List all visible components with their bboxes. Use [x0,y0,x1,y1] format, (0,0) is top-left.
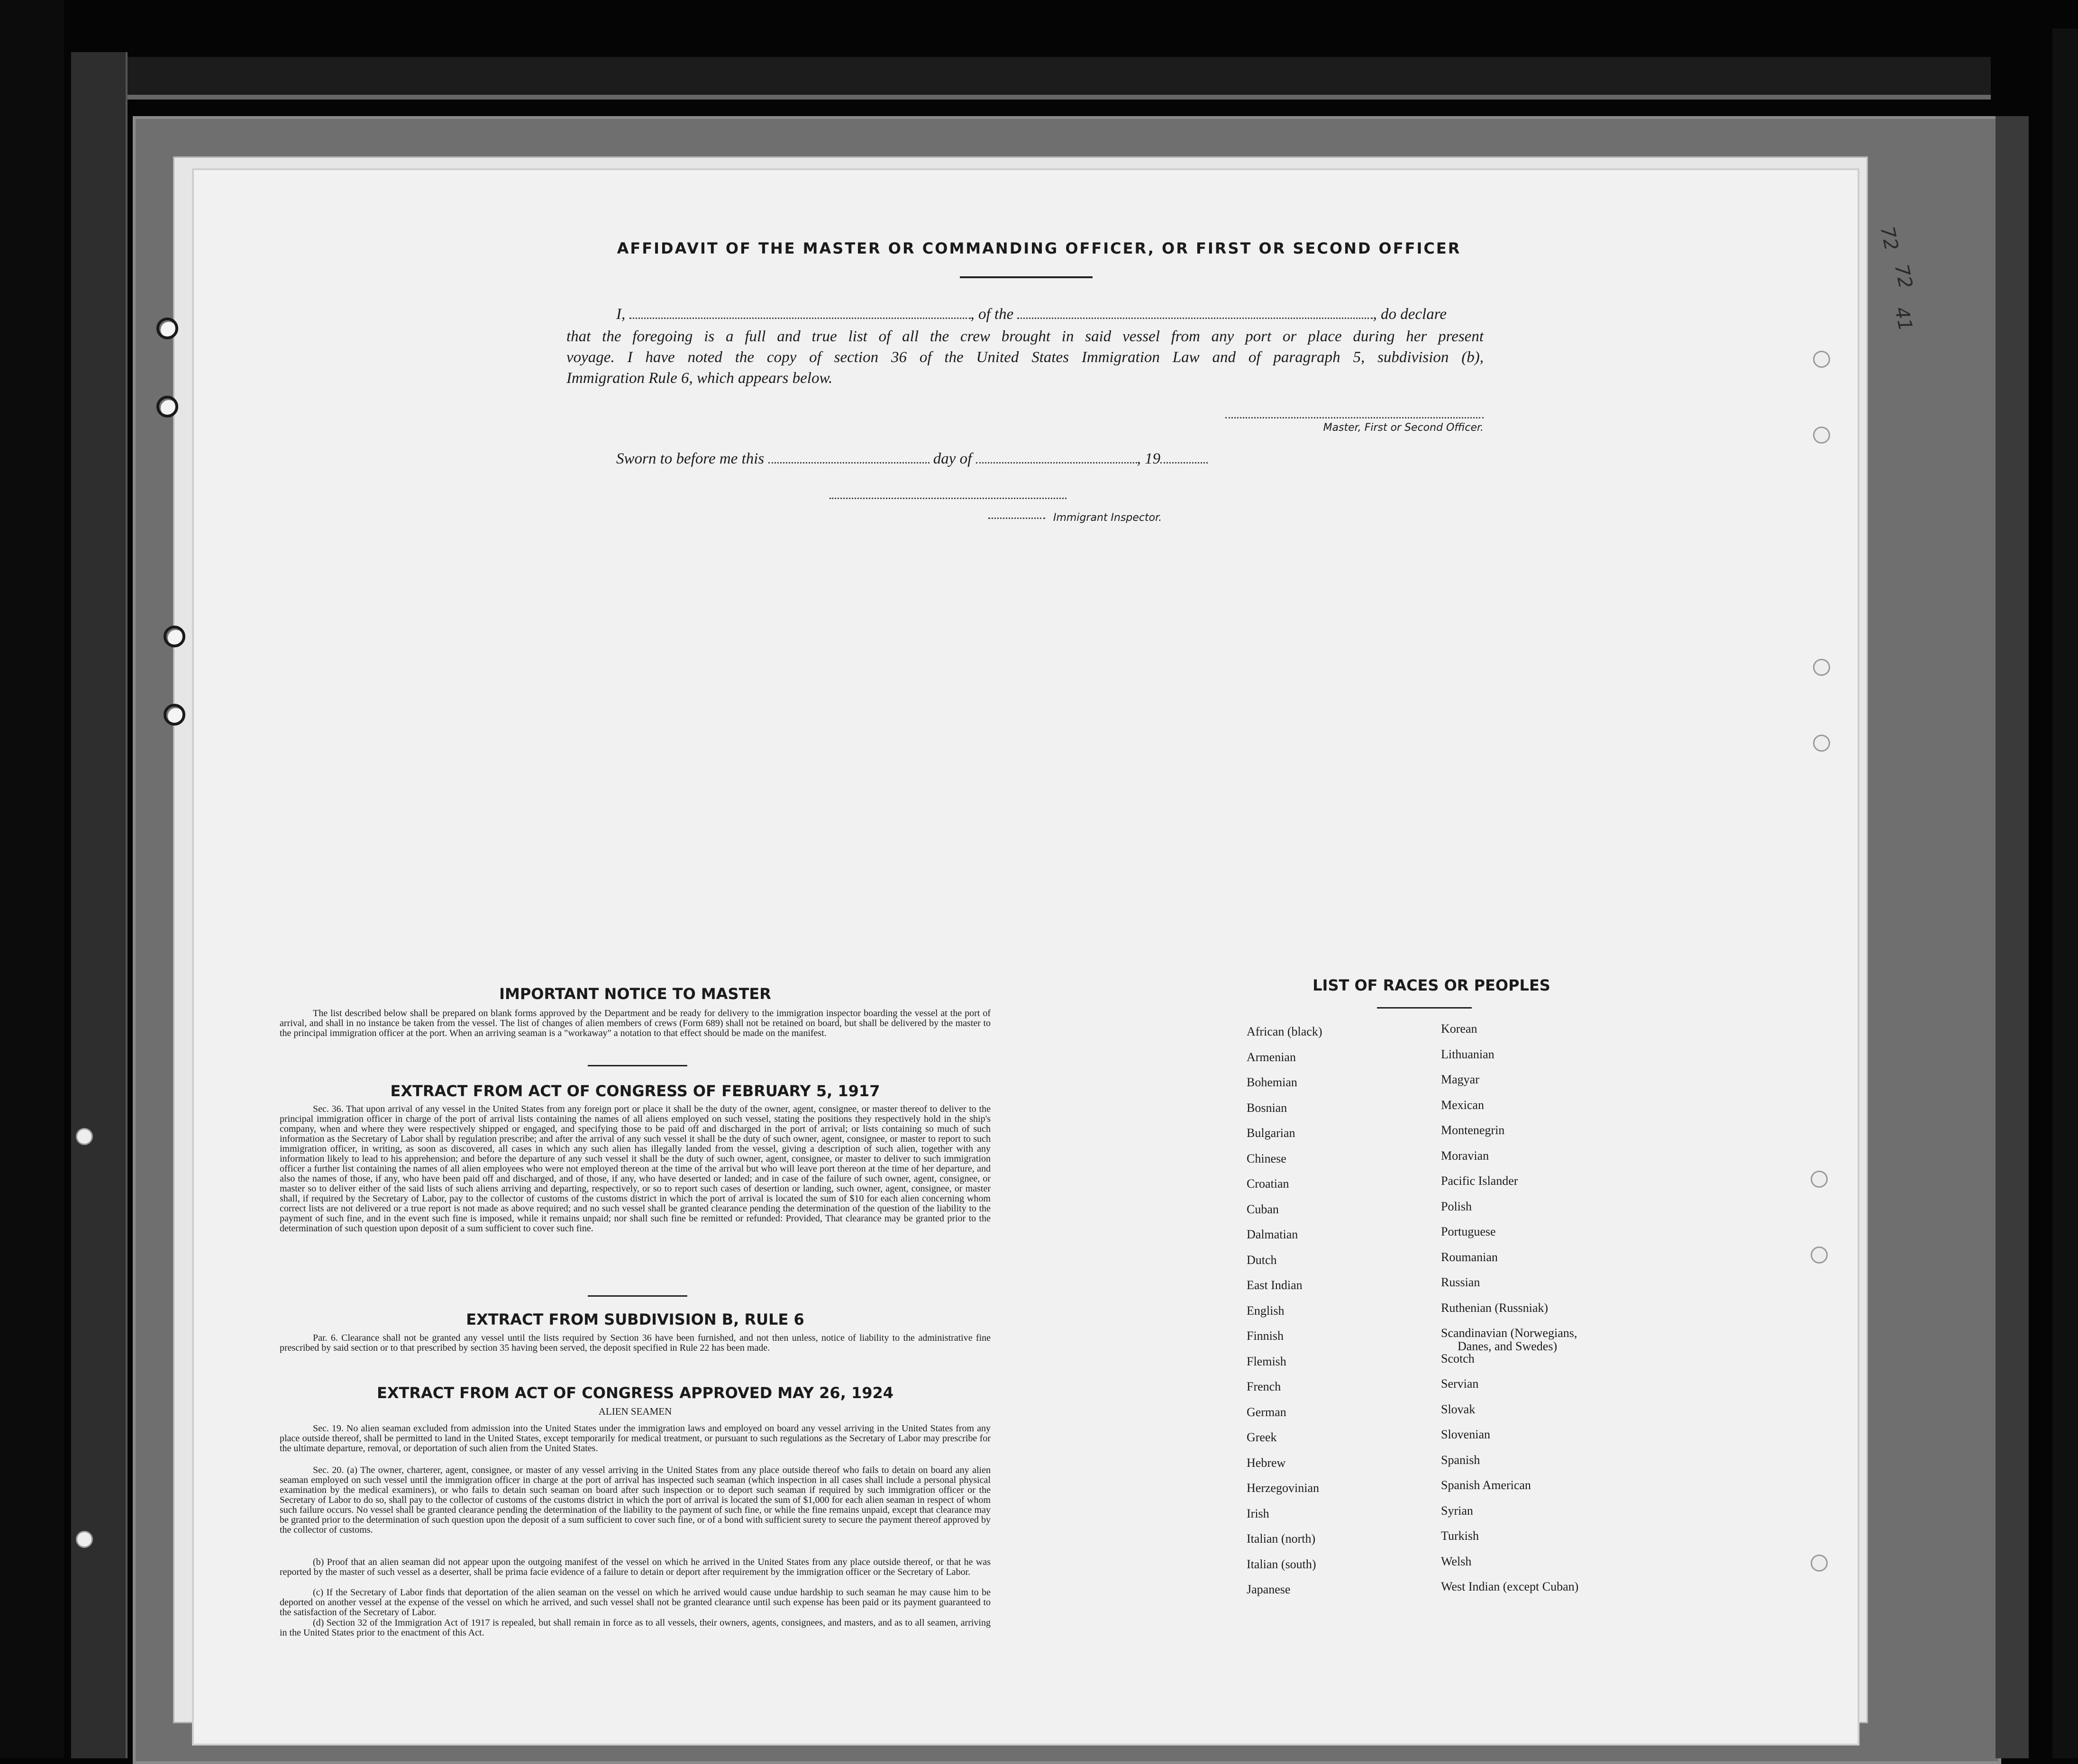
race-item: Flemish [1247,1354,1286,1368]
day-blank[interactable] [768,462,930,464]
rule6-text: Par. 6. Clearance shall not be granted any vessel until the lists required by Section 36 have been furnished, and not then unless, notice of liability to the administrative fine prescribed by said section or to that prescribed by section 35 having been served, the deposit specified in Rule 22 has been made. [280,1333,991,1353]
race-item: Servian [1441,1377,1479,1391]
affidavit-body-line-3: Immigration Rule 6, which appears below. [566,370,833,387]
race-item: Dalmatian [1247,1228,1298,1241]
race-item: French [1247,1380,1281,1393]
race-item: Montenegrin [1441,1123,1505,1137]
extract-1924-title: EXTRACT FROM ACT OF CONGRESS APPROVED MAY 26, 1924 [376,1384,894,1402]
punch-hole [1811,1555,1828,1572]
race-item: Syrian [1441,1503,1473,1518]
punch-hole [1811,1246,1828,1264]
inspector-signature-line[interactable] [829,498,1066,499]
race-item: Bosnian [1247,1100,1287,1115]
section-rule [588,1065,687,1066]
race-item: African (black) [1247,1025,1322,1038]
race-item: Pacific Islander [1441,1174,1518,1188]
section-rule [588,1295,687,1297]
sec20d-text: (d) Section 32 of the Immigration Act of 1917 is repealed, but shall remain in force as to all vessels, their owners, agents, consignees, and masters, and as to all seamen, arriving in the United States prior to the enactment of this Act. [280,1618,991,1638]
affidavit-of-the: , of the [970,306,1014,323]
scan-border-left [0,0,64,1758]
race-item: Cuban [1247,1202,1279,1216]
race-item: Danes, and Swedes) [1458,1339,1558,1353]
sworn-text: Sworn to before me this [616,450,765,467]
race-item: Japanese [1247,1582,1291,1596]
punch-hole [1813,351,1830,368]
punch-hole [156,318,178,339]
race-item: Herzegovinian [1247,1481,1320,1495]
extract-1917-title: EXTRACT FROM ACT OF CONGRESS OF FEBRUARY 5, 1917 [390,1082,880,1100]
rule6-title: EXTRACT FROM SUBDIVISION B, RULE 6 [466,1310,804,1328]
handwritten-note: 41 [1890,305,1917,333]
punch-hole [164,626,185,647]
races-title-rule [1377,1007,1472,1009]
race-item: West Indian (except Cuban) [1441,1580,1579,1593]
title-rule [960,276,1093,278]
race-item: Spanish [1441,1453,1480,1467]
race-item: Lithuanian [1441,1047,1495,1061]
sec20b-text: (b) Proof that an alien seaman did not appear upon the outgoing manifest of the vessel on which he arrived in the United States from any place outside thereof, or that he was reported by the master of such vessel as a deserter, shall be prima facie evidence of a failure to detain or deport after requirement by the immigration officer or the Secretary of Labor. [280,1557,991,1577]
race-item: Greek [1247,1430,1277,1444]
race-item: Italian (south) [1247,1557,1316,1571]
race-item: Portuguese [1441,1225,1496,1238]
race-item: Polish [1441,1199,1472,1213]
punch-hole [76,1531,93,1548]
race-item: Roumanian [1441,1250,1498,1264]
day-of-text: day of [933,450,972,467]
race-item: Armenian [1247,1050,1296,1064]
master-signature-label: Master, First or Second Officer. [1323,422,1484,434]
affidavit-body-line-2: voyage. I have noted the copy of section 36 of the United States Immigration Law and of paragraph 5, subdivision (b), [566,349,1484,366]
sec20a-text: Sec. 20. (a) The owner, charterer, agent, consignee, or master of any vessel arriving in the United States from any place outside thereof who fails to detain on board any alien seaman employed on such vessel until the immigration officer in charge at the port of arrival has inspected such seaman (which inspection in all cases shall include a personal physical examination by the medical examiners), or who fails to detain such seaman on board after such inspection or to deport such seaman if required by such immigration officer or the Secretary of Labor to do so, shall pay to the collector of customs of the customs district in which the port of arrival is located the sum of $1,000 for each alien seaman in respect of whom such failure occurs. No vessel shall be granted clearance pending the determination of the liability to the payment of such fine, or while the fine remains unpaid, except that clearance may be granted prior to the determination of such question upon the deposit of a sum sufficient to cover such fine, or of a bond with sufficient surety to secure the payment thereof approved by the collector of customs. [280,1465,991,1535]
handwritten-note: 72 [1876,224,1903,253]
race-item: Scotch [1441,1351,1475,1365]
year-prefix: , 19 [1137,450,1161,467]
race-item: Magyar [1441,1073,1479,1086]
race-item: Slovenian [1441,1428,1490,1441]
race-item: Italian (north) [1247,1532,1316,1546]
month-blank[interactable] [976,462,1137,464]
race-item: Scandinavian (Norwegians, [1441,1326,1577,1340]
scan-border-right [2052,28,2078,1758]
races-title: LIST OF RACES OR PEOPLES [1312,976,1550,994]
race-item: English [1247,1303,1285,1318]
sworn-line [616,450,1208,468]
race-item: East Indian [1247,1278,1303,1292]
affidavit-title: AFFIDAVIT OF THE MASTER OR COMMANDING OFFICER, OR FIRST OR SECOND OFFICER [617,239,1461,257]
affidavit-do-declare: , do declare [1373,306,1447,323]
name-blank[interactable] [629,318,971,319]
punch-hole [1813,427,1830,444]
sec19-text: Sec. 19. No alien seaman excluded from admission into the United States under the immigration laws and employed on board any vessel arriving in the United States from any place outside thereof, shall be permitted to land in the United States, except temporarily for medical treatment, or pursuant to such regulations as the Secretary of Labor may prescribe for the ultimate departure, removal, or deportation of such alien from the United States. [280,1423,991,1454]
race-item: Welsh [1441,1554,1472,1568]
punch-hole [1813,735,1830,752]
punch-hole [156,396,178,418]
extract-1917-text: Sec. 36. That upon arrival of any vessel in the United States from any foreign port or place it shall be the duty of the owner, agent, consignee, or master thereof to deliver to the principal immigration officer in charge of the port of arrival lists containing the names of all aliens employed on such vessel, stating the positions they respectively hold in the ship's company, when and where they were respectively shipped or engaged, and specifying those to be paid off and discharged in the port of arrival; or lists containing so much of such information as the Secretary of Labor shall by regulation prescribe; and after the arrival of any such vessel it shall be the duty of such owner, agent, consignee, or master to report to such immigration officer, in writing, as soon as discovered, all cases in which any such alien has illegally landed from the vessel, giving a description of such alien, together with any information likely to lead to his apprehension; and before the departure of any such vessel it shall be the duty of such owner, agent, consignee, or master to deliver to such immigration officer a further list containing the names of all alien employees who were not employed thereon at the time of the arrival but who will leave port thereon at the time of her departure, and also the names of those, if any, who have been paid off and discharged, and of those, if any, who have deserted or landed; and in case of the failure of such owner, agent, consignee, or master so to deliver either of the said lists of such aliens arriving and departing, respectively, or so to report such cases of desertion or landing, such owner, agent, consignee, or master shall, if required by the Secretary of Labor, pay to the collector of customs of the customs district in which the port of arrival is located the sum of $10 for each alien concerning whom correct lists are not delivered or a true report is not made as above required; and no such vessel shall be granted clearance pending the determination of the question of the liability to the payment of such fine, and in the event such fine is imposed, while it remains unpaid; nor shall such fine be remitted or refunded: Provided, That clearance may be granted prior to the determination of such question upon deposit of a sum sufficient to cover such fine. [280,1104,991,1234]
race-item: Chinese [1247,1151,1286,1165]
sec20c-text: (c) If the Secretary of Labor finds that deportation of the alien seaman on the vessel on which he arrived would cause undue hardship to such seaman he may cause him to be deported on another vessel at the expense of the vessel on which he arrived, and such vessel shall not be granted clearance until such expense has been paid or its payment guaranteed to the satisfaction of the Secretary of Labor. [280,1587,991,1618]
alien-seamen-subtitle: ALIEN SEAMEN [598,1406,672,1417]
affidavit-body-line-1: that the foregoing is a full and true list of all the crew brought in said vessel from any port or place during her present [566,328,1484,345]
inspector-signature-dots [988,518,1045,519]
race-item: Korean [1441,1022,1477,1036]
race-item: Croatian [1247,1177,1289,1191]
handwritten-note: 72 [1890,262,1917,291]
punch-hole [1813,659,1830,676]
vessel-blank[interactable] [1017,318,1373,319]
race-item: Hebrew [1247,1455,1286,1470]
notice-title: IMPORTANT NOTICE TO MASTER [499,985,771,1003]
affidavit-i: I, [616,306,626,323]
race-item: German [1247,1405,1286,1419]
year-blank[interactable] [1160,462,1208,464]
race-item: Bulgarian [1247,1126,1295,1140]
inspector-signature-label: Immigrant Inspector. [1053,512,1162,524]
master-signature-line[interactable] [1225,417,1484,418]
race-item: Ruthenian (Russniak) [1441,1300,1549,1315]
race-item: Dutch [1247,1253,1277,1267]
race-item: Russian [1441,1275,1480,1289]
race-item: Moravian [1441,1148,1489,1163]
binder-top-edge [104,57,1991,100]
affidavit-declaration-line [616,306,1484,323]
race-item: Mexican [1441,1098,1484,1112]
race-item: Spanish American [1441,1478,1531,1492]
binder-spine [71,52,128,1758]
notice-text: The list described below shall be prepared on blank forms approved by the Department and be ready for delivery to the immigration inspector boarding the vessel at the port of arrival, and shall in no instance be taken from the vessel. The list of changes of alien members of crews (Form 689) shall not be retained on board, but shall be delivered by the master to the principal immigration officer at the port. When an arriving seaman is a "workaway" a notation to that effect should be made on the manifest. [280,1008,991,1038]
punch-hole [1811,1171,1828,1188]
punch-hole [164,704,185,726]
punch-hole [76,1128,93,1145]
race-item: Bohemian [1247,1075,1297,1089]
race-item: Irish [1247,1506,1269,1520]
race-item: Turkish [1441,1529,1479,1543]
backing-board-edge [1996,116,2029,1758]
race-item: Slovak [1441,1402,1476,1416]
race-item: Finnish [1247,1329,1284,1343]
